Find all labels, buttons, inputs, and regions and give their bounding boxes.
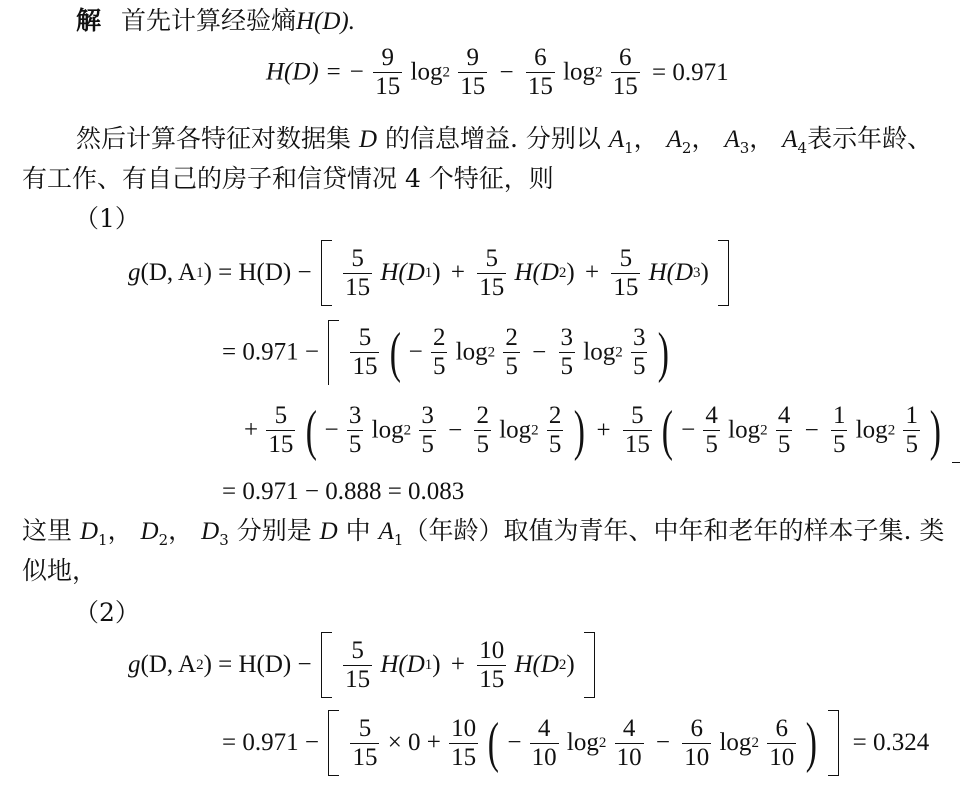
fraction <box>611 245 640 302</box>
numerator: 2 <box>432 324 446 351</box>
para1-text-b: 的信息增益. 分别以 <box>384 124 601 153</box>
sub-2: 2 <box>158 531 169 549</box>
fraction <box>477 637 506 694</box>
minus-sign: − <box>408 338 423 366</box>
denominator: 5 <box>705 431 718 458</box>
fraction <box>903 402 920 459</box>
gain-a2-row1 <box>128 632 598 698</box>
numerator: 5 <box>631 402 644 429</box>
item-2-label: （2） <box>74 598 140 627</box>
log-base: 2 <box>615 344 623 361</box>
numerator: 3 <box>560 324 574 351</box>
row-start: = 0.971 − <box>222 338 319 366</box>
minus-sign: − <box>499 58 514 86</box>
close-paren: ) <box>432 259 441 286</box>
para1-text-c: 表示年龄、 <box>807 124 933 153</box>
sub-1: 1 <box>424 657 433 673</box>
solution-label: 解 <box>76 6 102 35</box>
fraction <box>431 324 448 381</box>
hd-term: H(D <box>514 651 559 678</box>
numerator: 2 <box>505 324 518 351</box>
entropy-equation <box>266 44 733 101</box>
log-base: 2 <box>595 64 603 81</box>
numerator: 3 <box>632 324 646 351</box>
numerator: 1 <box>832 402 846 429</box>
numerator: 2 <box>476 402 489 429</box>
intro-text: 首先计算经验熵 <box>120 6 296 35</box>
fraction <box>547 402 564 459</box>
denominator: 15 <box>479 665 505 693</box>
fraction <box>682 715 711 772</box>
var-d3: D <box>201 518 220 545</box>
numerator: 5 <box>351 244 364 272</box>
para2-text-d: （年龄）取值为青年、中年和老年的样本子集. 类 <box>403 516 945 545</box>
denominator: 15 <box>352 743 378 771</box>
sub-3: 3 <box>219 531 229 549</box>
log-text: log <box>566 729 599 756</box>
fraction <box>615 715 644 772</box>
left-paren: ( <box>305 399 317 462</box>
minus-sign: − <box>532 338 547 366</box>
minus-sign: − <box>655 729 670 756</box>
left-bracket <box>328 710 339 776</box>
log-text: log <box>719 729 752 756</box>
numerator: 1 <box>905 402 918 429</box>
comma: ， <box>749 124 775 153</box>
right-bracket <box>718 240 729 306</box>
fraction <box>474 402 491 459</box>
denominator: 5 <box>548 431 562 458</box>
close-paren: ) <box>700 259 709 286</box>
denominator: 15 <box>451 743 477 771</box>
close-paren: ) <box>432 651 441 678</box>
comma: ， <box>107 516 133 545</box>
denominator: 15 <box>345 665 371 693</box>
var-d2: D <box>140 518 159 545</box>
hd-term: H(D <box>380 259 425 286</box>
log-text: log <box>728 416 761 444</box>
close-paren: ) <box>566 259 575 286</box>
left-bracket <box>321 240 332 306</box>
numerator: 10 <box>479 636 505 664</box>
log-base: 2 <box>887 422 896 439</box>
plus-sign: + <box>450 259 465 286</box>
sub-3: 3 <box>693 265 701 281</box>
numerator: 9 <box>466 44 479 71</box>
denominator: 15 <box>624 431 650 458</box>
g-symbol: g <box>128 651 141 678</box>
plus-sign: + <box>450 651 465 678</box>
para2-text-b: 分别是 <box>236 516 312 545</box>
denominator: 15 <box>527 73 553 100</box>
fraction <box>449 715 478 772</box>
denominator: 15 <box>613 273 639 301</box>
g-symbol: g <box>128 259 141 286</box>
fraction <box>503 324 520 381</box>
fraction <box>831 402 848 459</box>
denominator: 10 <box>684 743 710 771</box>
numerator: 6 <box>775 714 788 742</box>
var-a1: A <box>608 126 625 153</box>
minus-sign: − <box>507 729 522 756</box>
fraction <box>350 324 379 381</box>
fraction <box>343 245 372 302</box>
numerator: 6 <box>534 44 547 71</box>
intro-line <box>76 6 355 37</box>
sub-2: 2 <box>681 139 692 157</box>
fraction <box>458 44 487 101</box>
sub-1: 1 <box>98 531 108 549</box>
fraction <box>530 715 559 772</box>
numerator: 5 <box>619 244 633 272</box>
para2-line1 <box>22 516 944 547</box>
sub-1: 1 <box>196 265 204 281</box>
fraction <box>776 402 793 459</box>
fraction <box>477 245 506 302</box>
numerator: 6 <box>619 44 632 71</box>
sub-2: 2 <box>196 657 204 673</box>
hd-term: H(D <box>380 651 425 678</box>
entropy-lhs: H(D) = − <box>266 58 365 86</box>
denominator: 15 <box>460 73 486 100</box>
gain-a2-result: = 0.324 <box>852 729 930 756</box>
para1-text-a: 然后计算各特征对数据集 <box>76 124 352 153</box>
gain-a2-row2 <box>222 710 933 776</box>
numerator: 5 <box>358 714 372 742</box>
right-paren: ) <box>806 712 818 774</box>
minus-sign: − <box>804 416 819 444</box>
g-rhs-start: ) = H(D) − <box>203 259 312 286</box>
numerator: 3 <box>348 402 362 429</box>
var-a3: A <box>724 126 740 153</box>
denominator: 15 <box>375 73 401 100</box>
left-paren: ( <box>389 321 401 384</box>
numerator: 5 <box>485 244 498 272</box>
fraction <box>343 637 372 694</box>
fraction <box>611 44 640 101</box>
denominator: 5 <box>505 353 518 380</box>
sub-2: 2 <box>558 265 567 281</box>
times-zero: × 0 + <box>387 729 441 756</box>
numerator: 10 <box>451 714 477 742</box>
denominator: 15 <box>345 273 371 301</box>
gain-a1-row1 <box>128 240 732 306</box>
gain-a1-result: = 0.971 − 0.888 = 0.083 <box>222 478 465 505</box>
denominator: 15 <box>612 73 638 100</box>
fraction <box>266 402 295 459</box>
numerator: 4 <box>622 714 636 742</box>
denominator: 5 <box>421 431 434 458</box>
gain-a1-row2 <box>222 320 670 385</box>
log-base: 2 <box>403 422 412 439</box>
comma: ， <box>633 124 659 153</box>
left-bracket <box>321 632 332 698</box>
row-start: = 0.971 − <box>222 729 319 756</box>
sub-1: 1 <box>624 139 634 157</box>
minus-sign: − <box>681 416 696 444</box>
intro-hd: H(D). <box>295 8 355 35</box>
numerator: 4 <box>777 402 791 429</box>
para2-text-c: 中 <box>345 516 371 545</box>
log-text: log <box>563 58 596 86</box>
denominator: 5 <box>348 431 362 458</box>
numerator: 2 <box>548 402 562 429</box>
log-base: 2 <box>598 735 607 751</box>
log-text: log <box>499 416 532 444</box>
var-a1: A <box>378 518 394 545</box>
var-d1: D <box>79 518 99 545</box>
sub-3: 3 <box>739 139 750 157</box>
hd-term: H(D <box>648 259 694 286</box>
item-1-label: （1） <box>74 204 140 233</box>
right-paren: ) <box>573 399 585 462</box>
numerator: 5 <box>274 402 288 429</box>
log-text: log <box>410 58 443 86</box>
g-args: (D, A <box>140 651 197 678</box>
log-base: 2 <box>751 735 759 751</box>
denominator: 10 <box>769 743 795 771</box>
log-text: log <box>371 416 404 444</box>
denominator: 5 <box>476 431 489 458</box>
right-bracket <box>952 398 960 463</box>
fraction <box>373 44 402 101</box>
fraction <box>347 402 364 459</box>
fraction <box>767 715 796 772</box>
fraction <box>559 324 576 381</box>
plus-sign: + <box>244 416 259 444</box>
numerator: 6 <box>690 714 703 742</box>
log-base: 2 <box>487 344 496 361</box>
fraction <box>526 44 555 101</box>
close-paren: ) <box>566 651 575 678</box>
numerator: 9 <box>381 44 394 71</box>
log-base: 2 <box>442 64 450 81</box>
sub-2: 2 <box>558 657 567 673</box>
plus-sign: + <box>585 259 600 286</box>
plus-sign: + <box>596 416 611 444</box>
denominator: 5 <box>832 431 846 458</box>
gain-a1-row3 <box>244 398 960 463</box>
var-a4: A <box>782 126 798 153</box>
right-paren: ) <box>929 399 942 462</box>
denominator: 5 <box>632 353 646 380</box>
denominator: 15 <box>352 353 378 380</box>
log-base: 2 <box>760 422 768 439</box>
denominator: 5 <box>777 431 791 458</box>
numerator: 4 <box>705 402 718 429</box>
para2-line2: 似地， <box>22 556 98 585</box>
numerator: 5 <box>358 324 372 351</box>
denominator: 15 <box>479 273 505 301</box>
entropy-result: = 0.971 <box>652 58 729 86</box>
sub-4: 4 <box>797 139 808 157</box>
log-text: log <box>855 416 888 444</box>
fraction <box>631 324 648 381</box>
denominator: 5 <box>432 353 446 380</box>
comma: ， <box>691 124 717 153</box>
denominator: 5 <box>905 431 918 458</box>
para1-line1 <box>76 124 932 155</box>
denominator: 15 <box>268 431 294 458</box>
var-a2: A <box>666 126 682 153</box>
left-paren: ( <box>488 712 500 774</box>
minus-sign: − <box>448 416 463 444</box>
right-bracket <box>828 710 839 776</box>
numerator: 5 <box>351 636 364 664</box>
denominator: 5 <box>560 353 574 380</box>
numerator: 4 <box>537 714 551 742</box>
denominator: 10 <box>616 743 642 771</box>
log-text: log <box>455 338 488 366</box>
sub-1: 1 <box>393 531 404 549</box>
right-bracket <box>584 632 595 698</box>
g-rhs-start: ) = H(D) − <box>203 651 312 678</box>
left-bracket <box>328 320 339 385</box>
hd-term: H(D <box>514 259 559 286</box>
fraction <box>623 402 652 459</box>
left-paren: ( <box>661 399 674 462</box>
fraction <box>350 715 379 772</box>
log-text: log <box>583 338 616 366</box>
g-args: (D, A <box>140 259 197 286</box>
log-base: 2 <box>531 422 539 439</box>
right-paren: ) <box>657 321 669 384</box>
para2-text-a: 这里 <box>22 516 73 545</box>
minus-sign: − <box>324 416 339 444</box>
var-d: D <box>358 126 378 153</box>
numerator: 3 <box>421 402 434 429</box>
para1-line2: 有工作、有自己的房子和信贷情况 4 个特征，则 <box>22 164 554 193</box>
var-d: D <box>319 518 338 545</box>
comma: ， <box>168 516 194 545</box>
sub-1: 1 <box>424 265 433 281</box>
denominator: 10 <box>531 743 557 771</box>
fraction <box>703 402 720 459</box>
fraction <box>419 402 436 459</box>
